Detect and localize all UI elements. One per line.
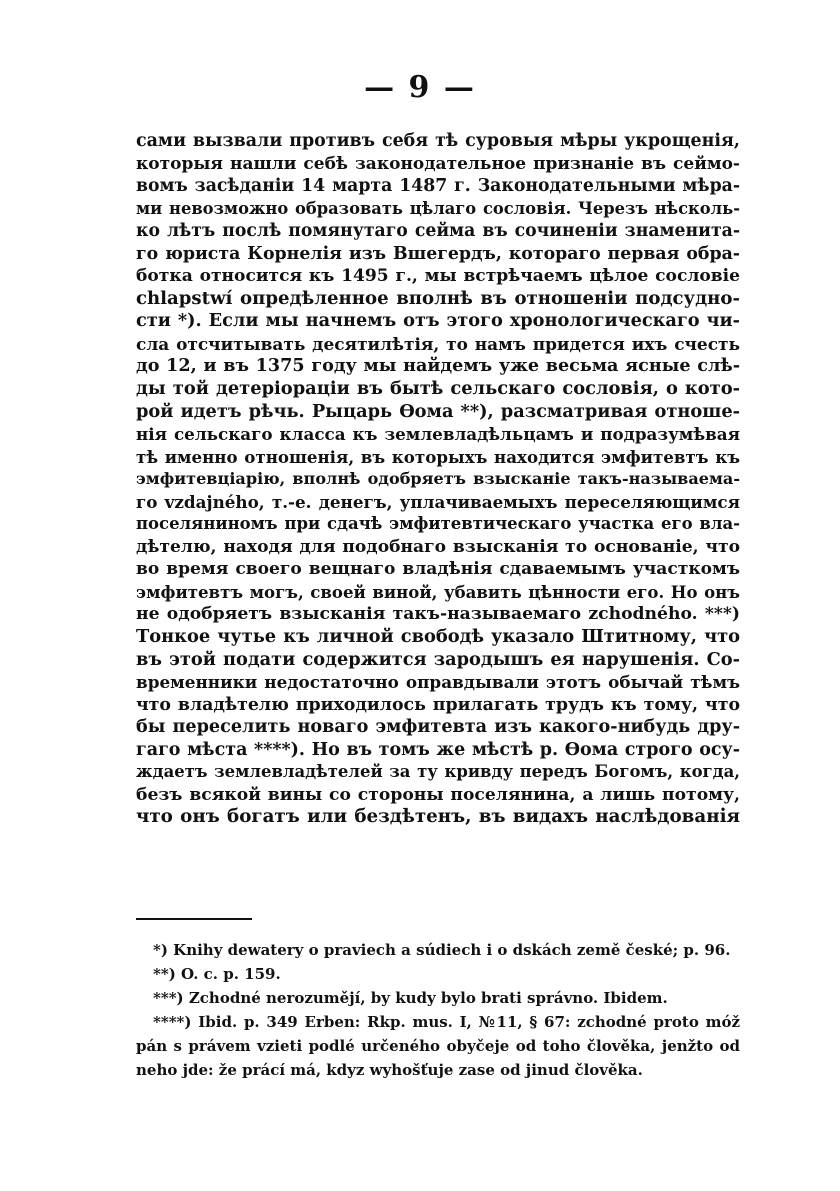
footnote-3: ***) Zchodné nerozumějí, by kudy bylo brati správno. Ibidem. (153, 989, 668, 1007)
text-line: сами вызвали противъ себя тѣ суровыя мѣры укрощенія, (136, 131, 740, 151)
text-line: гаго мѣста ****). Но въ томъ же мѣстѣ р. Ѳома строго осу- (136, 739, 740, 760)
text-line: ждаетъ землевладѣтелей за ту кривду передъ Богомъ, когда, (136, 762, 740, 782)
text-line: до 12, и въ 1375 году мы найдемъ уже весьма ясные слѣ- (136, 355, 740, 377)
text-line: chlapstwí опредѣленное вполнѣ въ отношеніи подсудно- (136, 287, 740, 309)
page-number: — 9 — (364, 70, 476, 105)
footnote-divider (136, 918, 252, 920)
text-line: ко лѣтъ послѣ помянутаго сейма въ сочиненіи знаменита- (136, 221, 740, 242)
text-line: ботка относится къ 1495 г., мы встрѣчаемъ цѣлое сословіе (136, 266, 740, 287)
text-line: Тонкое чутье къ личной свободѣ указало Штитному, что (136, 626, 740, 648)
footnote-4-continued: pán s právem vzieti podlé určeného obyčeje od toho člověka, jenžto od (136, 1037, 740, 1055)
text-line: сти *). Если мы начнемъ отъ этого хронологическаго чи- (136, 310, 740, 332)
text-line: дѣтелю, находя для подобнаго взысканія то основаніе, что (136, 536, 740, 557)
text-line: что онъ богатъ или бездѣтенъ, въ видахъ наслѣдованія (136, 806, 740, 828)
footnote-1: *) Knihy dewatery o praviech a súdiech i o dskách země české; p. 96. (153, 941, 731, 959)
text-line: ми невозможно образовать цѣлаго сословія. Черезъ нѣсколь- (136, 198, 740, 218)
text-line: временники недостаточно оправдывали этотъ обычай тѣмъ (136, 672, 740, 693)
text-line: сла отсчитывать десятилѣтія, то намъ придется ихъ счесть (136, 333, 740, 354)
text-line: ды той детеріораціи въ бытѣ сельскаго сословія, о кото- (136, 378, 740, 400)
main-text (136, 130, 740, 829)
text-line: го vzdajného, т.-е. денегъ, уплачиваемыхъ переселяющимся (136, 491, 740, 512)
text-line: вомъ засѣданіи 14 марта 1487 г. Законодательными мѣра- (136, 176, 740, 197)
footnote-4-continued: neho jde: že prácí má, kdyz wyhošťuje zase od jinud člověka. (136, 1061, 643, 1079)
text-line: го юриста Корнелія изъ Вшегердъ, котораго первая обра- (136, 243, 740, 264)
text-line: въ этой подати содержится зародышъ ея нарушенія. Со- (136, 648, 740, 670)
text-line: эмфитевтъ могъ, своей виной, убавить цѣнности его. Но онъ (136, 581, 740, 602)
text-line: во время своего вещнаго владѣнія сдаваемымъ участкомъ (136, 559, 740, 580)
footnotes (136, 938, 740, 1082)
text-line: тѣ именно отношенія, въ которыхъ находится эмфитевтъ къ (136, 446, 740, 467)
text-line: поселяниномъ при сдачѣ эмфитевтическаго участка его вла- (136, 514, 740, 534)
footnote-2: **) O. c. p. 159. (153, 965, 281, 983)
text-line: бы переселить новаго эмфитевта изъ какого-нибудь дру- (136, 716, 740, 738)
text-line: нія сельскаго класса къ землевладѣльцамъ и подразумѣвая (136, 424, 740, 445)
text-line: не одобряетъ взысканія такъ-называемаго zchodného. ***) (136, 604, 740, 625)
text-line: рой идетъ рѣчь. Рыцарь Ѳома **), разсматривая отноше- (136, 400, 740, 422)
text-line: что владѣтелю приходилось прилагать трудъ къ тому, что (136, 694, 740, 715)
footnote-4: ****) Ibid. p. 349 Erben: Rkp. mus. I, №11, § 67: zchodné proto móž (153, 1013, 740, 1031)
text-line: безъ всякой вины со стороны поселянина, а лишь потому, (136, 784, 740, 805)
text-line: которыя нашли себѣ законодательное признаніе въ сеймо- (136, 153, 740, 174)
text-line: эмфитевціарію, вполнѣ одобряетъ взысканіе такъ-называема- (136, 469, 740, 489)
